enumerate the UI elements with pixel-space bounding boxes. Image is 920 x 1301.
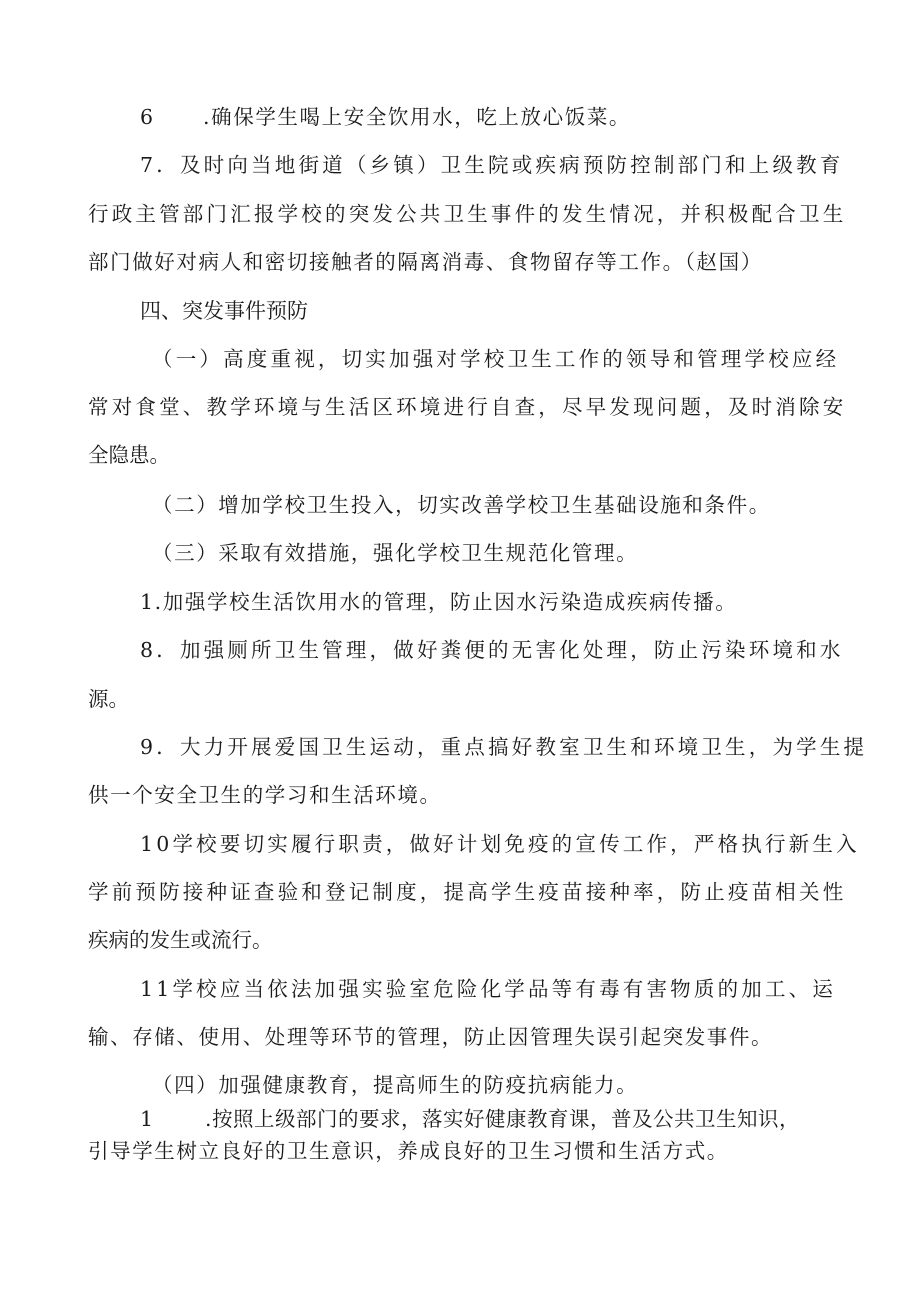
point-8-line-2: 源。 [88,687,129,711]
point-1-line-1: 1.加强学校生活饮用水的管理，防止因水污染造成疾病传播。 [140,590,738,614]
item-7-line-1: 7．及时向当地街道（乡镇）卫生院或疾病预防控制部门和上级教育 [140,153,844,177]
point-8-line-1: 8．加强厕所卫生管理，做好粪便的无害化处理，防止污染环境和水 [140,638,844,662]
sub-3-line-1: （三）采取有效措施，强化学校卫生规范化管理。 [152,541,639,565]
point-10-line-2: 学前预防接种证查验和登记制度，提高学生疫苗接种率，防止疫苗相关性 [88,880,847,904]
point-11-line-2: 输、存储、使用、处理等环节的管理，防止因管理失误引起突发事件。 [88,1025,774,1049]
point-11-line-1: 11学校应当依法加强实验室危险化学品等有毒有害物质的加工、运 [140,977,837,1001]
point-9-line-2: 供一个安全卫生的学习和生活环境。 [88,783,442,807]
section-heading: 四、突发事件预防 [140,299,308,323]
item-6-number: 6 [140,105,155,129]
sub-1-line-1: （一）高度重视，切实加强对学校卫生工作的领导和管理学校应经 [152,347,840,371]
point-10-line-3: 疾病的发生或流行。 [88,928,273,952]
point-9-line-1: 9．大力开展爱国卫生运动，重点搞好教室卫生和环境卫生，为学生提 [140,735,868,759]
item-6-text: .确保学生喝上安全饮用水，吃上放心饭菜。 [203,105,632,129]
sub-4-line-1: （四）加强健康教育，提高师生的防疫抗病能力。 [152,1073,639,1097]
last-item-line-1: .按照上级部门的要求，落实好健康教育课，普及公共卫生知识， [205,1107,801,1131]
item-7-line-2: 行政主管部门汇报学校的突发公共卫生事件的发生情况，并积极配合卫生 [88,202,847,226]
sub-1-line-2: 常对食堂、教学环境与生活区环境进行自查，尽早发现问题，及时消除安 [88,395,847,419]
sub-1-line-3: 全隐患。 [88,443,170,467]
sub-2-line-1: （二）增加学校卫生投入，切实改善学校卫生基础设施和条件。 [152,493,771,517]
item-7-line-3: 部门做好对病人和密切接触者的隔离消毒、食物留存等工作。（赵国） [88,250,763,274]
last-item-number: 1 [140,1107,154,1131]
last-item-line-2: 引导学生树立良好的卫生意识，养成良好的卫生习惯和生活方式。 [88,1139,729,1163]
point-10-line-1: 10学校要切实履行职责，做好计划免疫的宣传工作，严格执行新生入 [140,832,860,856]
